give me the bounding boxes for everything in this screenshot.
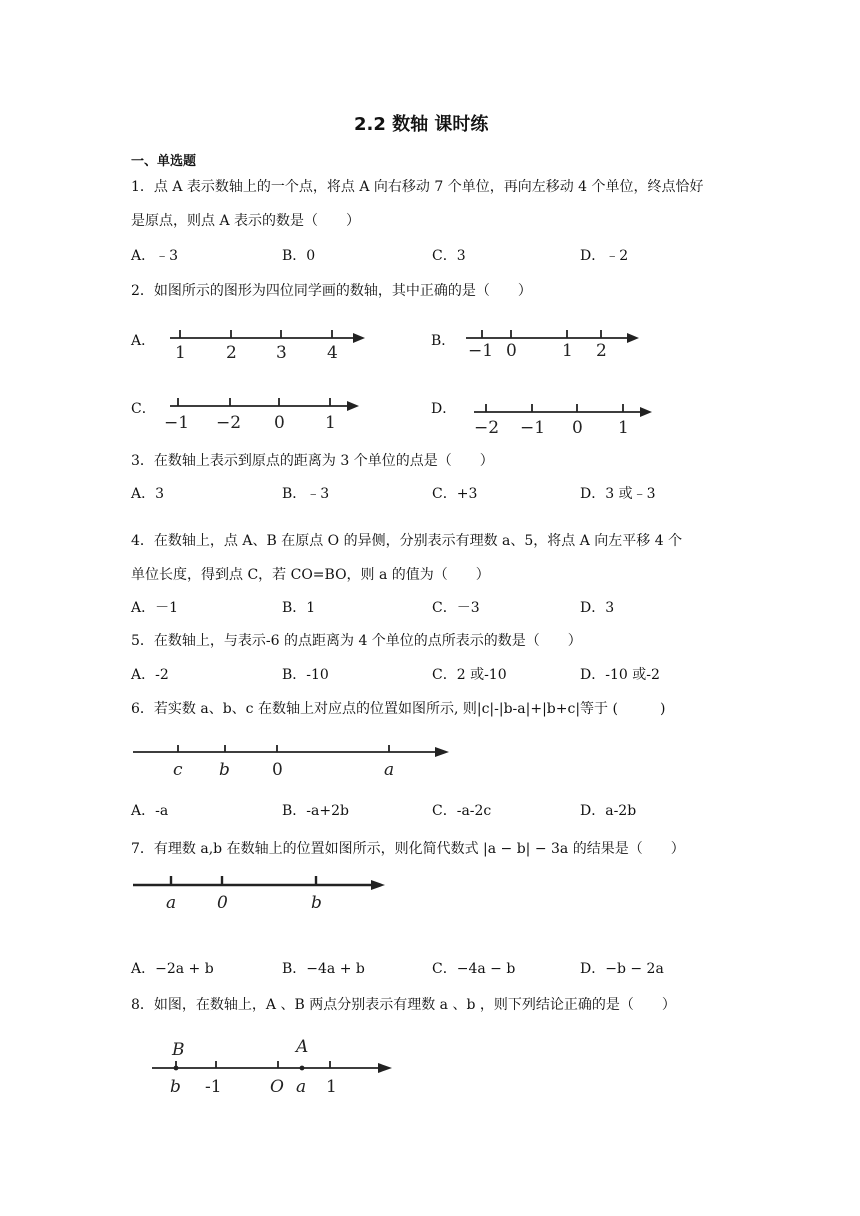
q6-tick-label: a xyxy=(384,760,395,780)
q8-number-line xyxy=(150,1038,400,1100)
q2d-tick-label: 0 xyxy=(572,418,583,438)
q3-option-d: D．3 或﹣3 xyxy=(580,486,656,502)
q3-option-b: B．﹣3 xyxy=(282,486,330,502)
q3-option-a: A．3 xyxy=(131,486,165,502)
q6-text: 6．若实数 a、b、c 在数轴上对应点的位置如图所示, 则|c|-|b-a|+|b+c|等于 ( ) xyxy=(131,701,666,717)
q8-point-b xyxy=(174,1066,179,1071)
q3-option-c: C．+3 xyxy=(432,486,478,502)
q6-tick-label: c xyxy=(173,760,183,780)
q2a-tick-label: 3 xyxy=(276,343,287,363)
q4-option-b: B．1 xyxy=(282,600,316,616)
q7-option-a: A．−2a + b xyxy=(131,961,214,977)
q4-text-line1: 4．在数轴上，点 A、B 在原点 O 的异侧，分别表示有理数 a、5，将点 A 向左平移 4 个 xyxy=(131,533,683,549)
q2-label-d: D． xyxy=(431,401,457,417)
q2b-tick-label: −1 xyxy=(468,341,494,361)
q8-text: 8．如图，在数轴上，A 、B 两点分别表示有理数 a 、b ，则下列结论正确的是（ ） xyxy=(131,997,676,1013)
q5-text: 5．在数轴上，与表示-6 的点距离为 4 个单位的点所表示的数是（ ） xyxy=(131,633,582,649)
q4-option-c: C．－3 xyxy=(432,600,480,616)
q6-option-a: A．-a xyxy=(131,803,169,819)
q7-tick-label: b xyxy=(311,893,322,913)
q8-tick-label: O xyxy=(270,1077,284,1097)
q2c-tick-label: 0 xyxy=(274,413,285,433)
q2b-tick-label: 2 xyxy=(596,341,607,361)
q7-tick-label: 0 xyxy=(217,893,228,913)
q2c-tick-label: −1 xyxy=(164,413,190,433)
q2d-tick-label: −2 xyxy=(474,418,500,438)
q2b-tick-label: 1 xyxy=(562,341,573,361)
q6-option-b: B．-a+2b xyxy=(282,803,349,819)
page-title: 2.2 数轴 课时练 xyxy=(354,114,489,135)
q2-label-b: B． xyxy=(431,333,456,349)
q8-tick-label: -1 xyxy=(205,1077,222,1097)
q2c-tick-label: −2 xyxy=(216,413,242,433)
q1-option-a: A．﹣3 xyxy=(131,248,179,264)
q1-option-c: C．3 xyxy=(432,248,466,264)
q8-point-a xyxy=(300,1066,305,1071)
q2a-tick-label: 1 xyxy=(175,343,186,363)
q2-label-a: A． xyxy=(131,333,156,349)
q7-option-b: B．−4a + b xyxy=(282,961,365,977)
q2-number-line-d xyxy=(466,392,656,438)
q4-text-line2: 单位长度，得到点 C，若 CO=BO，则 a 的值为（ ） xyxy=(131,567,490,583)
q2-text: 2．如图所示的图形为四位同学画的数轴，其中正确的是（ ） xyxy=(131,283,532,299)
section-heading: 一、单选题 xyxy=(131,154,197,169)
q7-number-line xyxy=(131,872,391,916)
q2-number-line-b xyxy=(462,318,642,364)
q1-text-line1: 1．点 A 表示数轴上的一个点，将点 A 向右移动 7 个单位，再向左移动 4 个单位，终点恰好 xyxy=(131,179,704,195)
q1-option-d: D．﹣2 xyxy=(580,248,629,264)
q8-tick-label: 1 xyxy=(326,1077,337,1097)
q5-option-b: B．-10 xyxy=(282,667,329,683)
q6-number-line xyxy=(131,734,461,782)
q4-option-d: D．3 xyxy=(580,600,615,616)
q2c-tick-label: 1 xyxy=(325,413,336,433)
q2-label-c: C． xyxy=(131,401,156,417)
q7-option-c: C．−4a − b xyxy=(432,961,516,977)
q8-top-label: B xyxy=(172,1040,185,1060)
q1-text-line2: 是原点，则点 A 表示的数是（ ） xyxy=(131,213,361,229)
q2-number-line-a xyxy=(160,318,370,364)
q2d-tick-label: −1 xyxy=(520,418,546,438)
q7-text: 7．有理数 a,b 在数轴上的位置如图所示，则化简代数式 |a − b| − 3a 的结果是（ ） xyxy=(131,841,685,857)
q4-option-a: A．－1 xyxy=(131,600,179,616)
q5-option-d: D．-10 或-2 xyxy=(580,667,660,683)
q6-tick-label: b xyxy=(219,760,230,780)
q8-tick-label: a xyxy=(296,1077,307,1097)
q1-option-b: B．0 xyxy=(282,248,316,264)
q2b-tick-label: 0 xyxy=(506,341,517,361)
q5-option-c: C．2 或-10 xyxy=(432,667,507,683)
q6-option-c: C．-a-2c xyxy=(432,803,492,819)
q2-number-line-c xyxy=(160,386,370,432)
q3-text: 3．在数轴上表示到原点的距离为 3 个单位的点是（ ） xyxy=(131,453,494,469)
q8-top-label: A xyxy=(296,1037,309,1057)
q2a-tick-label: 2 xyxy=(226,343,237,363)
q8-tick-label: b xyxy=(170,1077,181,1097)
q7-tick-label: a xyxy=(166,893,177,913)
q5-option-a: A．-2 xyxy=(131,667,169,683)
q6-option-d: D．a-2b xyxy=(580,803,637,819)
q7-option-d: D．−b − 2a xyxy=(580,961,664,977)
q2d-tick-label: 1 xyxy=(618,418,629,438)
q6-tick-label: 0 xyxy=(272,760,283,780)
q2a-tick-label: 4 xyxy=(327,343,338,363)
